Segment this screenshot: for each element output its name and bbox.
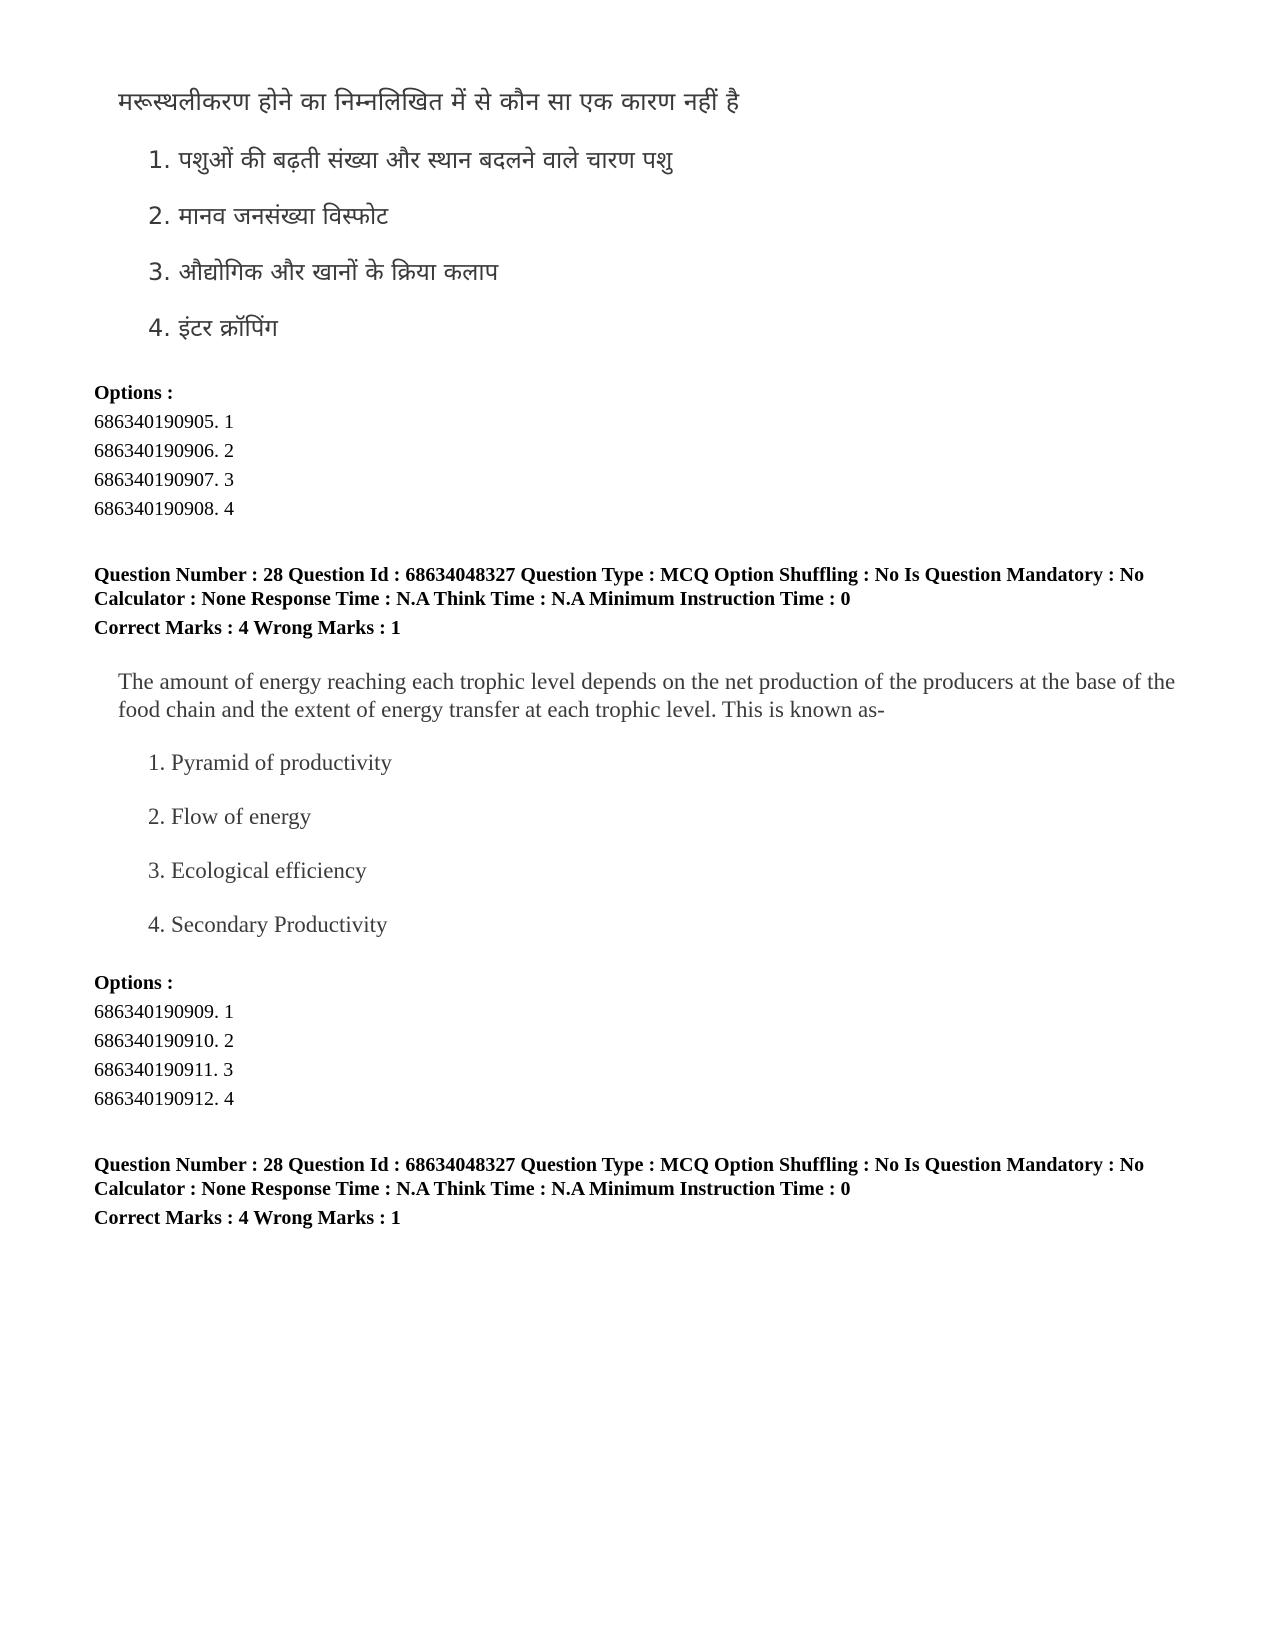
hindi-choice-3: 3. औद्योगिक और खानों के क्रिया कलाप — [148, 258, 499, 286]
hindi-choice-4: 4. इंटर क्रॉपिंग — [148, 314, 278, 342]
option-id-line: 686340190905. 1 — [94, 411, 234, 433]
option-id-line: 686340190909. 1 — [94, 1001, 234, 1023]
hindi-choice-2: 2. मानव जनसंख्या विस्फोट — [148, 202, 389, 230]
question-marks: Correct Marks : 4 Wrong Marks : 1 — [94, 617, 401, 639]
option-id-line: 686340190906. 2 — [94, 440, 234, 462]
option-id-line: 686340190908. 4 — [94, 498, 234, 520]
option-id-line: 686340190910. 2 — [94, 1030, 234, 1052]
english-choice-4: 4. Secondary Productivity — [148, 912, 388, 937]
question-marks: Correct Marks : 4 Wrong Marks : 1 — [94, 1207, 401, 1229]
question-meta: Question Number : 28 Question Id : 68634048327 Question Type : MCQ Option Shuffling : No Is Question Mandatory : No Calculator : None Response Time : N.A Think Time : N.A Minimum Instruction Time : 0 — [94, 1154, 1145, 1200]
option-id-line: 686340190912. 4 — [94, 1088, 234, 1110]
english-choice-1: 1. Pyramid of productivity — [148, 750, 393, 775]
hindi-choice-1: 1. पशुओं की बढ़ती संख्या और स्थान बदलने वाले चारण पशु — [148, 146, 673, 174]
option-id-line: 686340190911. 3 — [94, 1059, 234, 1081]
hindi-question-stem: मरूस्थलीकरण होने का निम्नलिखित में से कौन सा एक कारण नहीं है — [118, 87, 740, 116]
options-heading: Options : — [94, 382, 174, 404]
option-id-line: 686340190907. 3 — [94, 469, 234, 491]
english-choice-3: 3. Ecological efficiency — [148, 858, 367, 883]
question-meta: Question Number : 28 Question Id : 68634048327 Question Type : MCQ Option Shuffling : No Is Question Mandatory : No Calculator : None Response Time : N.A Think Time : N.A Minimum Instruction Time : 0 — [94, 564, 1145, 610]
options-heading: Options : — [94, 972, 174, 994]
english-choice-2: 2. Flow of energy — [148, 804, 312, 829]
english-question-stem: The amount of energy reaching each trophic level depends on the net production of the producers at the base of the food chain and the extent of energy transfer at each trophic level. This is known as- — [118, 669, 1176, 722]
